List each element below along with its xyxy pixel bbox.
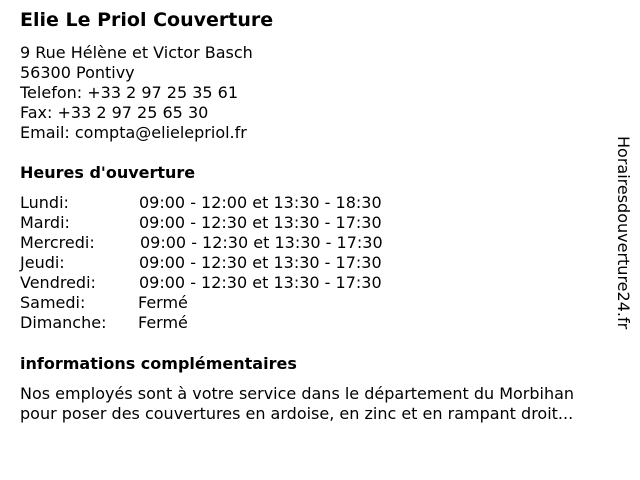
contact-block (20, 43, 253, 143)
business-name: Elie Le Priol Couverture (20, 9, 274, 31)
day-label: Samedi: (20, 293, 86, 312)
city-postal-code: 56300 Pontivy (20, 63, 135, 82)
hours-value: 09:00 - 12:00 et 13:30 - 18:30 (139, 193, 382, 212)
info-line: pour poser des couvertures en ardoise, en zinc et en rampant droit... (20, 404, 574, 423)
hours-value: Fermé (138, 293, 188, 312)
day-label: Vendredi: (20, 273, 96, 292)
hours-value: Fermé (138, 313, 188, 332)
email-address: Email: compta@elielepriol.fr (20, 123, 247, 142)
hours-value: 09:00 - 12:30 et 13:30 - 17:30 (139, 213, 382, 232)
site-watermark: Horairesdouverture24.fr (614, 136, 633, 330)
opening-hours-heading: Heures d'ouverture (20, 163, 196, 182)
additional-info-heading: informations complémentaires (20, 354, 297, 373)
day-label: Lundi: (20, 193, 69, 212)
day-label: Dimanche: (20, 313, 107, 332)
day-label: Mardi: (20, 213, 70, 232)
fax-number: Fax: +33 2 97 25 65 30 (20, 103, 209, 122)
day-label: Mercredi: (20, 233, 95, 252)
phone-number: Telefon: +33 2 97 25 35 61 (20, 83, 239, 102)
hours-value: 09:00 - 12:30 et 13:30 - 17:30 (139, 253, 382, 272)
hours-value: 09:00 - 12:30 et 13:30 - 17:30 (139, 273, 382, 292)
day-label: Jeudi: (20, 253, 65, 272)
info-line: Nos employés sont à votre service dans le département du Morbihan (20, 384, 575, 403)
additional-info-text (20, 384, 630, 424)
hours-value: 09:00 - 12:30 et 13:30 - 17:30 (140, 233, 383, 252)
street-address: 9 Rue Hélène et Victor Basch (20, 43, 253, 62)
